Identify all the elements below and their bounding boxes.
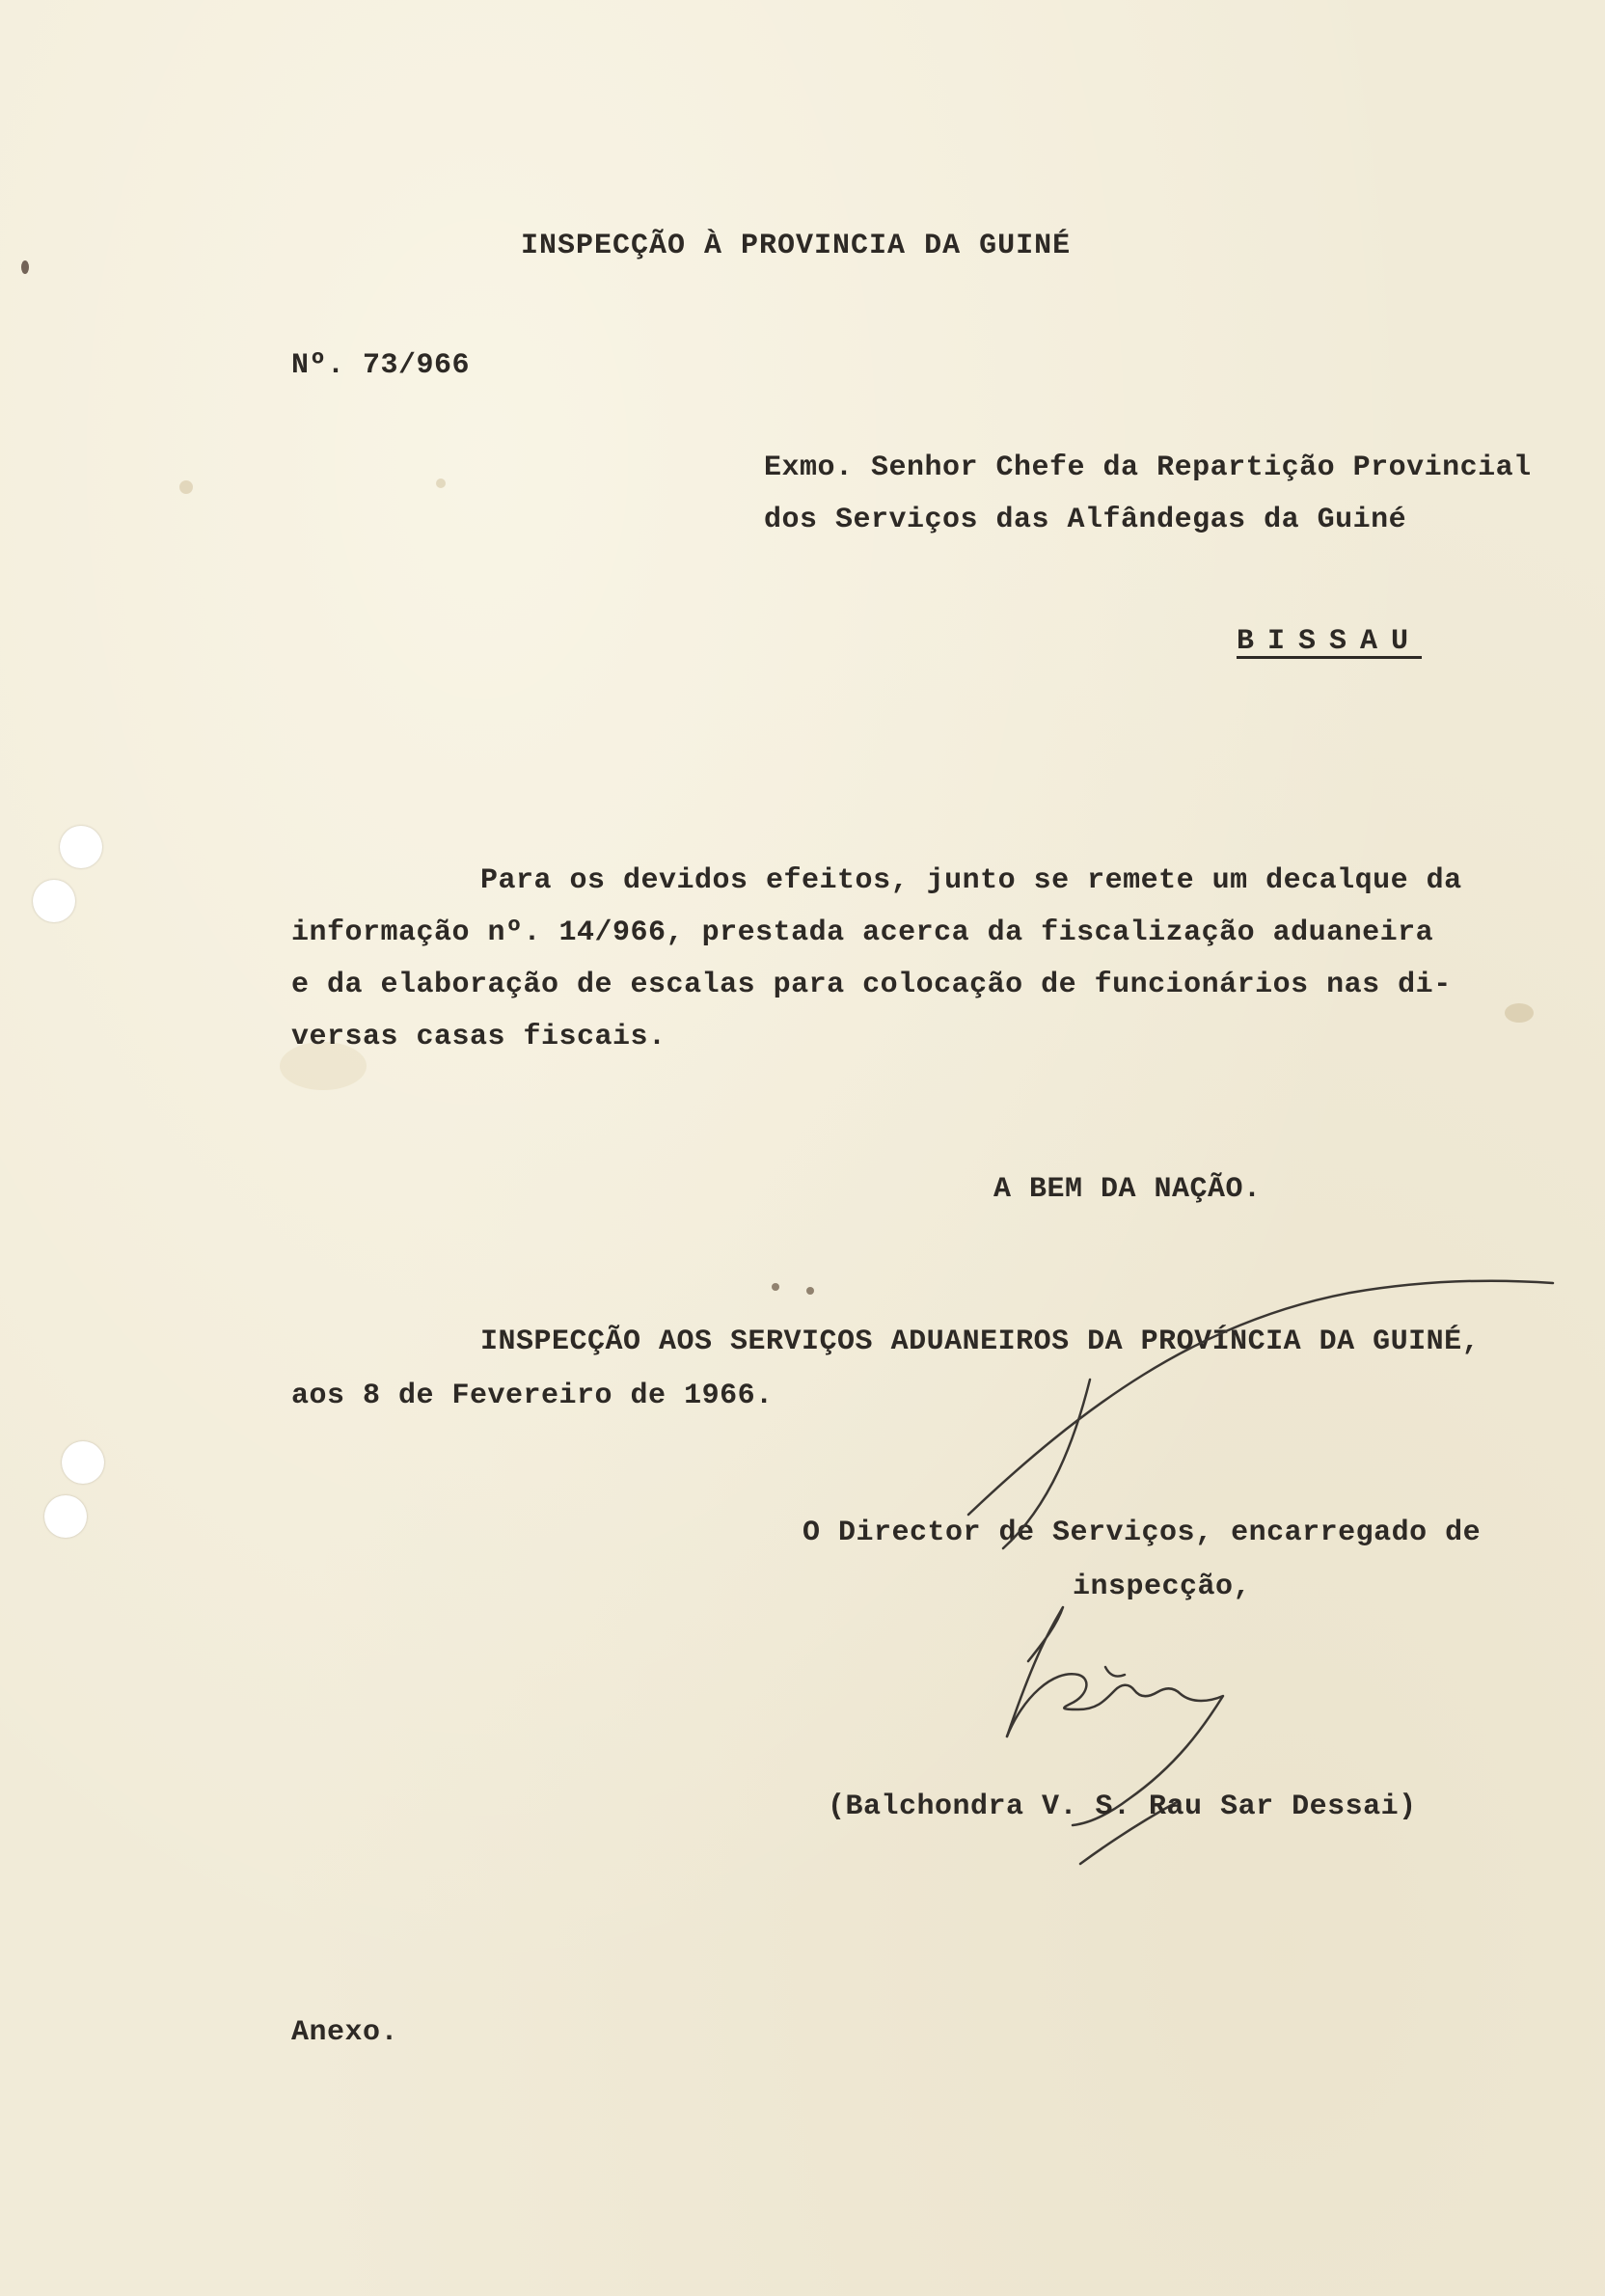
signatory-name: (Balchondra V. S. Rau Sar Dessai) [828,1790,1417,1823]
closing-formula: A BEM DA NAÇÃO. [993,1173,1262,1206]
paper-stain [772,1283,779,1291]
signatory-role-line-1: O Director de Serviços, encarregado de [802,1517,1482,1549]
body-line-2: informação nº. 14/966, prestada acerca da fiscalização aduaneira [291,916,1434,949]
reference-number: Nº. 73/966 [291,349,471,382]
punch-hole [44,1495,87,1538]
date-line: aos 8 de Fevereiro de 1966. [291,1380,774,1412]
paper-stain [436,478,446,488]
body-line-4: versas casas fiscais. [291,1021,666,1053]
punch-hole [60,826,102,868]
paper-stain [1505,1003,1534,1023]
header-title: INSPECÇÃO À PROVINCIA DA GUINÉ [521,230,1072,262]
place-line-1: INSPECÇÃO AOS SERVIÇOS ADUANEIROS DA PROVÍNCIA DA GUINÉ, [480,1326,1481,1358]
signature-stroke [1105,1667,1125,1677]
paper-stain [179,480,193,494]
addressee-city: BISSAU [1237,625,1423,658]
punch-hole [33,880,75,922]
addressee-line-1: Exmo. Senhor Chefe da Repartição Provincial [764,451,1532,484]
addressee-line-2: dos Serviços das Alfândegas da Guiné [764,504,1407,536]
body-line-1: Para os devidos efeitos, junto se remete um decalque da [480,864,1462,897]
signature-stroke [1003,1380,1090,1548]
annex-label: Anexo. [291,2016,399,2049]
paper-stain [21,260,29,274]
body-line-3: e da elaboração de escalas para colocação de funcionários nas di- [291,969,1452,1001]
signature-stroke [968,1281,1553,1515]
punch-hole [62,1441,104,1484]
paper-stain [806,1287,814,1295]
signatory-role-line-2: inspecção, [1073,1571,1252,1603]
